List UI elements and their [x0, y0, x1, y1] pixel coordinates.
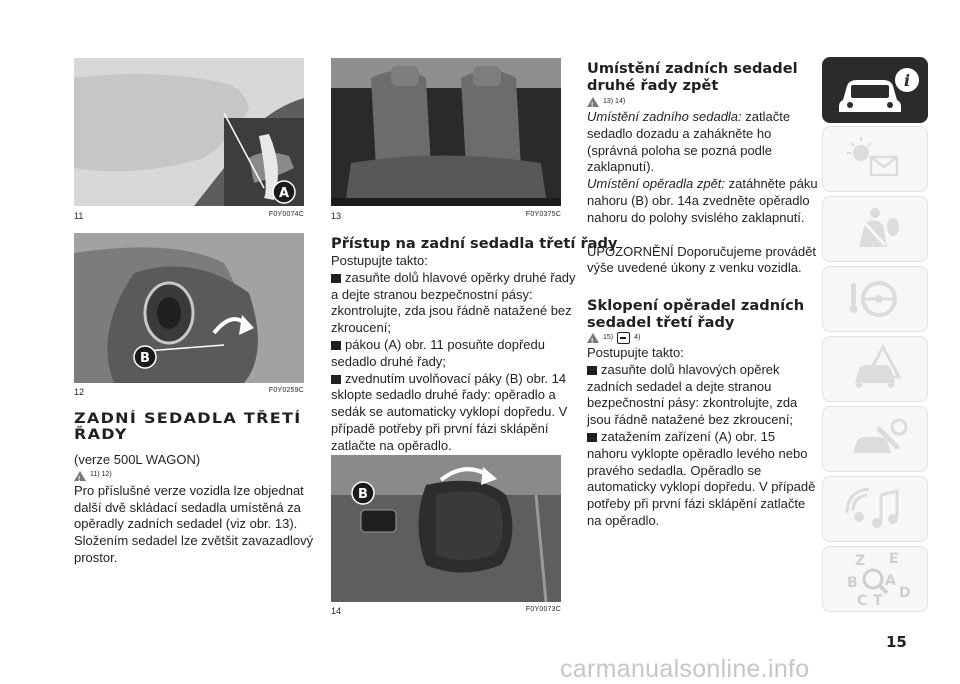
bullet-marker — [587, 433, 597, 442]
car-info-icon — [823, 58, 927, 122]
bullet-marker — [587, 366, 597, 375]
version-note: (verze 500L WAGON) — [74, 452, 201, 467]
warning-icon — [74, 471, 86, 481]
figure-number: 14 — [331, 606, 342, 616]
safety-airbag-icon — [823, 197, 927, 261]
note-paragraph: UPOZORNĚNÍ Doporučujeme provádět výše uvedené úkony z venku vozidla. — [587, 243, 817, 276]
bullet-item: zatažením zařízení (A) obr. 15 nahoru vyklopte opěradlo levého nebo pravého sedadla. Opěradlo se automaticky vyklopí dopředu. V případě potřeby při první fázi sklápění zatlačte na opěradlo. — [587, 428, 816, 528]
body-paragraph: Umístění opěradla zpět: zatáhněte páku nahoru (B) obr. 14a zvedněte opěradlo nahoru do polohy svislého zaklapnutí. — [587, 176, 818, 225]
middle-text-block — [331, 253, 576, 455]
subsection-heading: Umístění zadních sedadel druhé řady zpět — [587, 60, 798, 94]
index-letter: Z — [855, 553, 866, 569]
figure-code: F0Y0074C — [268, 211, 304, 218]
figure-13-photo — [331, 58, 561, 206]
bullet-marker — [331, 375, 341, 384]
warning-references — [74, 469, 316, 483]
maintenance-icon — [823, 407, 927, 471]
tab-starting-driving[interactable] — [822, 266, 928, 332]
subsection-heading: Přístup na zadní sedadla třetí řady — [331, 235, 618, 252]
figure-12-callout: B — [140, 351, 150, 366]
index-letter: A — [885, 573, 896, 589]
tab-emergency[interactable] — [822, 336, 928, 402]
starting-driving-icon — [823, 267, 927, 331]
figure-14-photo — [331, 455, 561, 602]
reference-numbers: 15) — [603, 333, 614, 341]
tab-dashboard-lights[interactable] — [822, 126, 928, 192]
emergency-icon — [823, 337, 927, 401]
tab-car-info[interactable] — [822, 57, 928, 123]
right-text-block-1 — [587, 95, 819, 277]
figure-code: F0Y0259C — [268, 387, 304, 394]
figure-number: 12 — [74, 387, 85, 397]
intro-line: Postupujte takto: — [331, 253, 428, 268]
tab-alphabetical-index[interactable] — [822, 546, 928, 612]
figure-11-callout: A — [278, 186, 290, 201]
figure-code: F0Y0073C — [525, 606, 561, 613]
watermark: carmanualsonline.info — [560, 655, 810, 683]
figure-11-photo — [74, 58, 304, 206]
subsection-heading: Sklopení opěradel zadních sedadel třetí řady — [587, 297, 805, 331]
figure-number: 13 — [331, 211, 342, 221]
body-paragraph: Umístění zadního sedadla: zatlačte sedadlo dozadu a zahákněte ho (správná poloha se pozná podle zaklapnutí). — [587, 109, 791, 175]
page-number: 15 — [886, 633, 907, 651]
warning-icon — [587, 97, 599, 107]
reference-numbers: 13) 14) — [603, 97, 626, 105]
info-glyph: i — [903, 71, 911, 90]
warning-icon — [587, 333, 599, 343]
dashboard-lights-icon — [823, 127, 927, 191]
right-text-block-2 — [587, 331, 819, 530]
index-letter: B — [847, 575, 858, 591]
left-text-block — [74, 452, 316, 567]
body-paragraph: Pro příslušné verze vozidla lze objednat další dvě skládací sedadla umístěná za opěradly zadních sedadel (viz obr. 13). Složením sedadel lze zvětšit zavazadlový prostor. — [74, 482, 314, 565]
figure-12-caption — [74, 387, 304, 397]
bullet-marker — [331, 274, 341, 283]
tab-maintenance[interactable] — [822, 406, 928, 472]
bullet-item: zasuňte dolů hlavových opěrek zadních sedadel a dejte stranou bezpečnostní pásy: zkontrolujte, zda jsou řádně natažené bez zkroucení; — [587, 361, 798, 428]
tab-multimedia[interactable] — [822, 476, 928, 542]
tab-safety[interactable] — [822, 196, 928, 262]
figure-code: F0Y0375C — [525, 211, 561, 218]
multimedia-icon — [823, 477, 927, 541]
index-letter: C — [857, 593, 868, 609]
index-letter: T — [873, 593, 883, 609]
figure-12-photo — [74, 233, 304, 383]
figure-number: 11 — [74, 211, 84, 221]
index-letter: D — [899, 585, 911, 601]
section-heading: ZADNÍ SEDADLA TŘETÍ ŘADY — [74, 410, 302, 443]
figure-14-callout: B — [358, 487, 368, 502]
bullet-item: pákou (A) obr. 11 posuňte dopředu sedadlo druhé řady; — [331, 336, 545, 369]
alphabetical-index-icon — [823, 547, 927, 611]
bullet-item: zvednutím uvolňovací páky (B) obr. 14 sklopte sedadlo druhé řady: opěradlo a sedák se automaticky vyklopí dopředu. V případě potřeby při první fázi sklápění zatlačte na opěradlo. — [331, 370, 568, 453]
figure-11-caption — [74, 211, 304, 221]
note-icon — [617, 332, 630, 344]
bullet-marker — [331, 341, 341, 350]
intro-line: Postupujte takto: — [587, 345, 684, 360]
warning-references — [587, 95, 819, 109]
note-reference: 4) — [634, 333, 641, 341]
bullet-item: zasuňte dolů hlavové opěrky druhé řady a dejte stranou bezpečnostní pásy: zkontrolujte, zda jsou řádně natažené bez zkroucení; — [331, 269, 576, 336]
reference-numbers: 11) 12) — [90, 471, 112, 479]
figure-14-caption — [331, 606, 561, 616]
warning-references — [587, 331, 819, 345]
index-letter: E — [889, 551, 899, 567]
figure-13-caption — [331, 211, 561, 221]
